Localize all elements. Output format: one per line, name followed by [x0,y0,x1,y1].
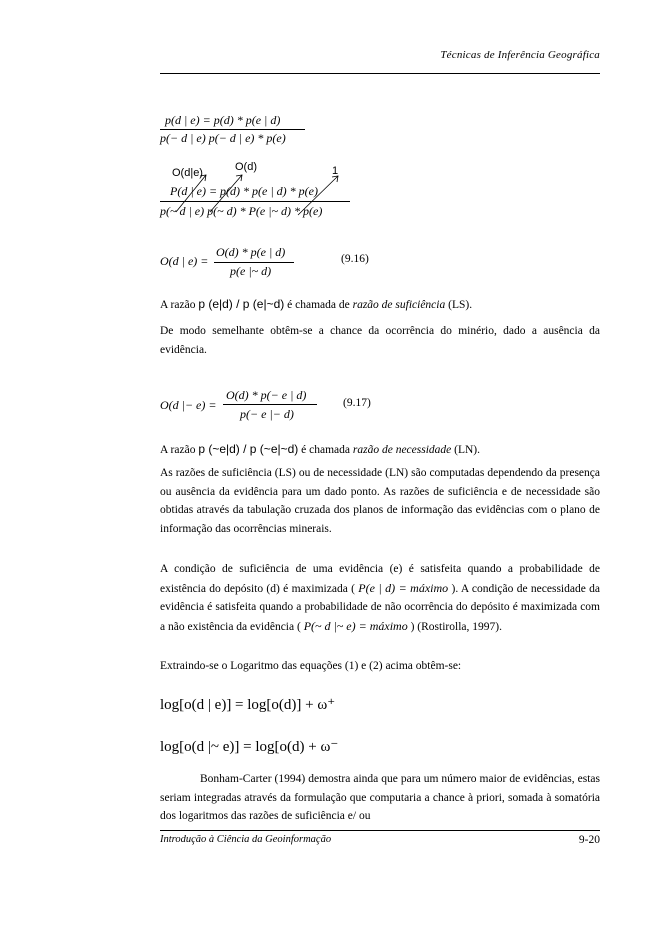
p1-expr: p (e|d) / p (e|~d) [198,297,285,311]
eq917-fraction-line [223,404,317,405]
p3-suffix: (LN). [454,444,481,456]
eq917-denominator: p(− e |− d) [240,407,294,421]
paragraph-logarithm: Extraindo-se o Logaritmo das equações (1) e (2) acima obtêm-se: [160,660,462,672]
running-header: Técnicas de Inferência Geográfica [440,49,600,61]
p5-part3: ) (Rostirolla, 1997). [410,620,502,633]
p1-suffix: (LS). [448,299,473,311]
p5-formula2: P(~ d |~ e) = máximo [303,618,408,633]
eq916-numerator: O(d) * p(e | d) [216,245,286,259]
p1-middle: é chamada de [287,299,350,311]
p1-term: razão de suficiência [352,299,446,311]
eq1-fraction-line [160,129,305,130]
eq916-lhs: O(d | e) = [160,254,209,268]
eq916-number: (9.16) [341,253,369,265]
log-equation-negative: log[o(d |~ e)] = log[o(d) + ω⁻ [160,739,339,755]
eq916-fraction-line [214,262,294,263]
p1-prefix: A razão [160,299,196,311]
eq2-denominator: p(~ d | e) p(~ d) * P(e |~ d) * p(e) [160,204,323,218]
eq917-lhs: O(d |− e) = [160,398,217,412]
eq2-fraction-line [160,201,350,202]
paragraph-ls [160,295,600,315]
eq1-numerator: p(d | e) = p(d) * p(e | d) [165,113,281,127]
log-equation-positive: log[o(d | e)] = log[o(d)] + ω⁺ [160,697,336,713]
eq2-label-od: O(d) [235,161,257,173]
paragraph-conditions [160,560,600,636]
eq1-denominator: p(− d | e) p(− d | e) * p(e) [160,131,286,145]
eq2-label-one: 1 [332,165,339,177]
eq2-numerator: P(d | e) = p(d) * p(e | d) * p(e) [170,184,318,198]
footer-rule [160,830,600,831]
p3-middle: é chamada [301,444,351,456]
footer-title: Introdução à Ciência da Geoinformação [160,834,332,845]
eq916-denominator: p(e |~ d) [230,264,272,278]
p5-part2: ). A condição de necessidade da evidência é satisfeita quando a probabilidade de não ocorrência do depósito é maximizada com a não existência da evidência ( [160,582,600,633]
eq2-label-ode: O(d|e) [172,167,203,179]
eq917-number: (9.17) [343,397,371,409]
p3-prefix: A razão [160,444,196,456]
p3-term: razão de necessidade [352,444,452,456]
header-rule [160,73,600,74]
p5-part1: A condição de suficiência de uma evidência (e) é satisfeita quando a probabilidade de existência do depósito (d) é maximizada ( [160,563,600,595]
paragraph-chance: De modo semelhante obtêm-se a chance da ocorrência do minério, dado a ausência da evidência. [160,325,600,356]
paragraph-bonham-carter: Bonham-Carter (1994) demostra ainda que para um número maior de evidências, estas seriam integradas através da formulação que computaria a chance à priori, somada à somatória dos logaritmos das razões de suficiência e/ ou [160,773,600,822]
page-number: 9-20 [578,834,600,846]
p3-expr: p (~e|d) / p (~e|~d) [198,442,299,456]
paragraph-ln [160,440,600,460]
p5-formula1: P(e | d) = máximo [358,580,449,595]
paragraph-ls-ln-computation: As razões de suficiência (LS) ou de necessidade (LN) são computadas dependendo da presença ou ausência da evidência para um dado ponto. As razões de suficiência e de necessidade são obtidas através da tabulação cruzada dos planos de informação das evidências com o plano de informação das ocorrências minerais. [160,467,600,535]
eq917-numerator: O(d) * p(− e | d) [226,388,307,402]
